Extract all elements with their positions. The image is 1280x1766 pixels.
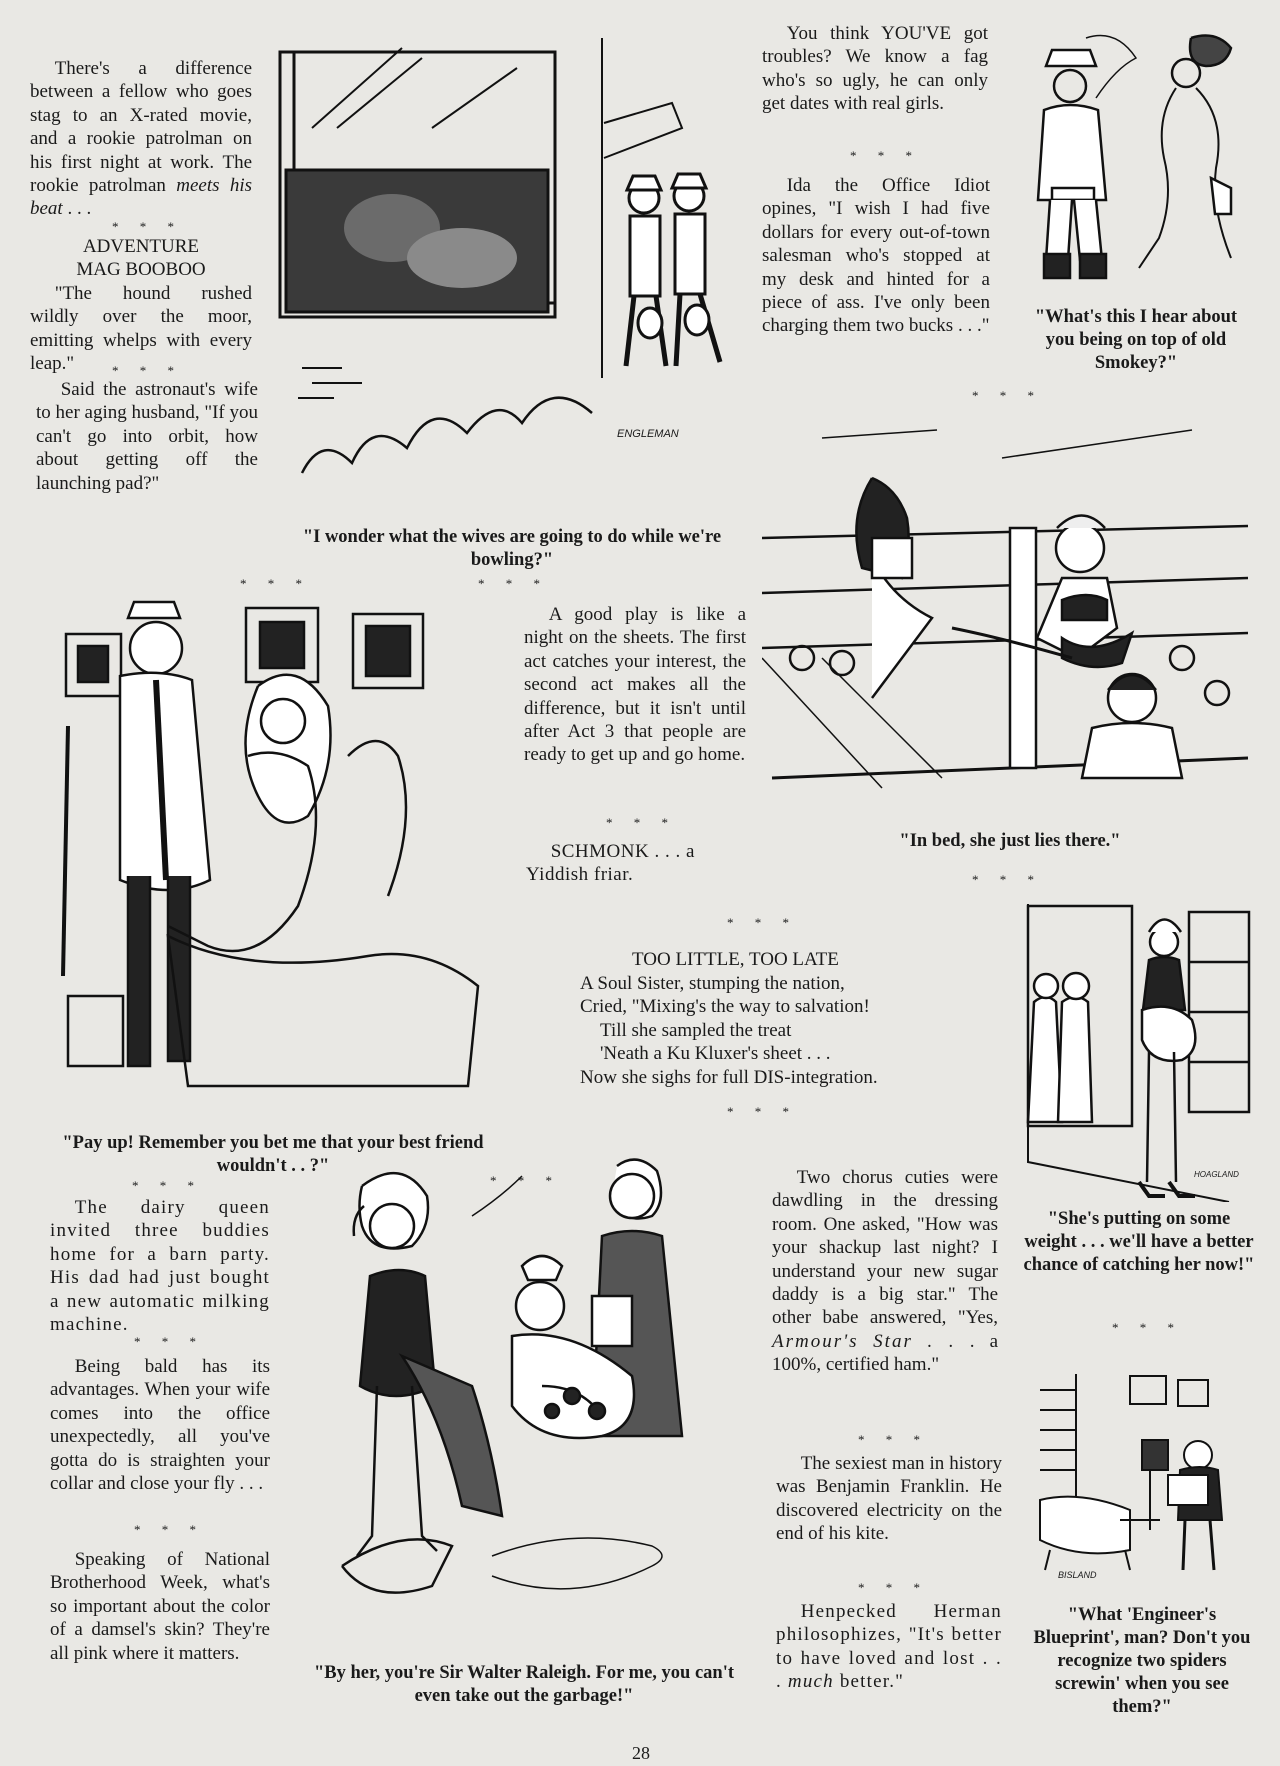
cartoon-secretary-caption: "She's putting on some weight . . . we'll have a better chance of catching her now!" bbox=[1023, 1209, 1255, 1275]
cartoon-secretary-illustration bbox=[1024, 902, 1252, 1202]
joke-text: Being bald has its advantages. When your wife comes into the office unexpectedly, all you've gotta do is straighten your collar and close your fly . . . bbox=[50, 1356, 270, 1495]
joke-good-play bbox=[524, 603, 746, 767]
poem-title: TOO LITTLE, TOO LATE bbox=[632, 949, 839, 970]
cartoon-wrestling-illustration bbox=[762, 428, 1248, 810]
page-number: 28 bbox=[632, 1743, 650, 1763]
cartoon-wrestling-caption: "In bed, she just lies there." bbox=[899, 831, 1121, 851]
joke-text: Ida the Office Idiot opines, "I wish I had five dollars for every out-of-town salesman who's stopped at my desk and hinted for a piece of ass. I've only been charging them two bucks . . ." bbox=[762, 175, 990, 337]
cartoon-bowling-illustration bbox=[272, 38, 742, 498]
joke-stag-movie bbox=[30, 57, 252, 221]
joke-ellipsis: . . . bbox=[62, 198, 92, 220]
joke-text: You think YOU'VE got troubles? We know a fag who's so ugly, he can only get dates with real girls. bbox=[762, 23, 988, 115]
cartoon-spiders-caption: "What 'Engineer's Blueprint', man? Don't you recognize two spiders screwin' when you see them?" bbox=[1033, 1605, 1251, 1717]
joke-brotherhood bbox=[50, 1548, 270, 1665]
separator-stars: * * * bbox=[972, 872, 1043, 887]
joke-text: Speaking of National Brotherhood Week, what's so important about the color of a damsel's skin? They're all pink where it matters. bbox=[50, 1549, 270, 1664]
poem-line: 'Neath a Ku Kluxer's sheet . . . bbox=[600, 1043, 831, 1064]
separator-stars: * * * bbox=[606, 815, 677, 830]
poem-line: A Soul Sister, stumping the nation, bbox=[580, 972, 845, 994]
joke-punchline-italic: Armour's Star . . . bbox=[772, 1330, 977, 1352]
joke-dairy-queen bbox=[50, 1196, 270, 1336]
cartoon-raleigh-caption: "By her, you're Sir Walter Raleigh. For me, you can't even take out the garbage!" bbox=[313, 1663, 734, 1706]
joke-astronaut bbox=[36, 378, 258, 495]
joke-schmonk bbox=[526, 840, 750, 887]
cartoon-signature: BISLAND bbox=[1058, 1570, 1097, 1580]
joke-punchline-italic: meets his beat bbox=[30, 175, 252, 220]
separator-stars: * * * bbox=[132, 1178, 203, 1193]
joke-chorus-cuties bbox=[772, 1166, 998, 1377]
separator-stars: * * * bbox=[112, 219, 183, 234]
joke-text: The dairy queen invited three buddies home for a barn party. His dad had just bought a new automatic milking machine. bbox=[50, 1197, 270, 1336]
separator-stars: * * * bbox=[858, 1432, 929, 1447]
cartoon-signature: ENGLEMAN bbox=[617, 428, 679, 440]
joke-henpecked-herman bbox=[776, 1600, 1002, 1694]
separator-stars: * * * bbox=[240, 576, 311, 591]
joke-ugly-fag bbox=[762, 22, 988, 116]
separator-stars: * * * bbox=[134, 1522, 205, 1537]
cartoon-raleigh-illustration bbox=[292, 1156, 764, 1626]
separator-stars: * * * bbox=[727, 915, 798, 930]
separator-stars: * * * bbox=[112, 363, 183, 378]
joke-text: Said the astronaut's wife to her aging husband, "If you can't go into orbit, how about getting off the launching pad?" bbox=[36, 379, 258, 494]
joke-office-idiot bbox=[762, 174, 990, 338]
separator-stars: * * * bbox=[972, 388, 1043, 403]
joke-bald bbox=[50, 1355, 270, 1495]
joke-text: The sexiest man in history was Benjamin Franklin. He discovered electricity on the end of his kite. bbox=[776, 1453, 1002, 1545]
joke-text: Henpecked Herman philosophizes, "It's better to have loved and lost . . . bbox=[776, 1601, 1002, 1693]
separator-stars: * * * bbox=[478, 576, 549, 591]
joke-punchline-italic: much bbox=[787, 1671, 834, 1693]
joke-text: "The hound rushed wildly over the moor, emitting whelps with every leap." bbox=[30, 282, 252, 375]
joke-ben-franklin bbox=[776, 1452, 1002, 1546]
poem-line: Now she sighs for full DIS-integration. bbox=[580, 1066, 878, 1088]
separator-stars: * * * bbox=[490, 1173, 561, 1188]
cartoon-pay-up-illustration bbox=[48, 596, 490, 1100]
joke-text: A good play is like a night on the sheets. The first act catches your interest, the second act makes all the difference, but it isn't until after Act 3 that people are ready to get up and go home. bbox=[524, 604, 746, 766]
separator-stars: * * * bbox=[134, 1334, 205, 1349]
joke-text-end: better." bbox=[833, 1671, 905, 1693]
joke-text: SCHMONK . . . a Yiddish friar. bbox=[526, 841, 695, 886]
separator-stars: * * * bbox=[1112, 1320, 1183, 1335]
joke-mag-booboo bbox=[30, 235, 252, 375]
cartoon-smokey-illustration bbox=[1026, 28, 1244, 298]
separator-stars: * * * bbox=[727, 1104, 798, 1119]
cartoon-pay-up-caption: "Pay up! Remember you bet me that your best friend wouldn't . . ?" bbox=[62, 1133, 484, 1176]
cartoon-spiders-illustration bbox=[1030, 1370, 1252, 1592]
separator-stars: * * * bbox=[850, 148, 921, 163]
poem-line: Cried, "Mixing's the way to salvation! bbox=[580, 996, 870, 1017]
cartoon-signature: HOAGLAND bbox=[1194, 1170, 1239, 1179]
cartoon-bowling-caption: "I wonder what the wives are going to do while we're bowling?" bbox=[302, 527, 722, 570]
poem-line: Till she sampled the treat bbox=[600, 1019, 792, 1041]
poem-too-little-too-late bbox=[580, 948, 960, 1089]
joke-text: Two chorus cuties were dawdling in the dressing room. One asked, "How was your shackup last night? I understand your new sugar daddy is a big star." The other babe answered, "Yes, bbox=[772, 1167, 998, 1329]
cartoon-smokey-caption: "What's this I hear about you being on top of old Smokey?" bbox=[1034, 307, 1238, 373]
separator-stars: * * * bbox=[858, 1580, 929, 1595]
joke-text: There's a difference between a fellow who goes stag to an X-rated movie, and a rookie patrolman on his first night at work. The rookie patrolman bbox=[30, 58, 252, 197]
joke-text-end: a 100%, certified ham." bbox=[772, 1330, 998, 1376]
joke-heading: ADVENTURE MAG BOOBOO bbox=[76, 236, 206, 281]
